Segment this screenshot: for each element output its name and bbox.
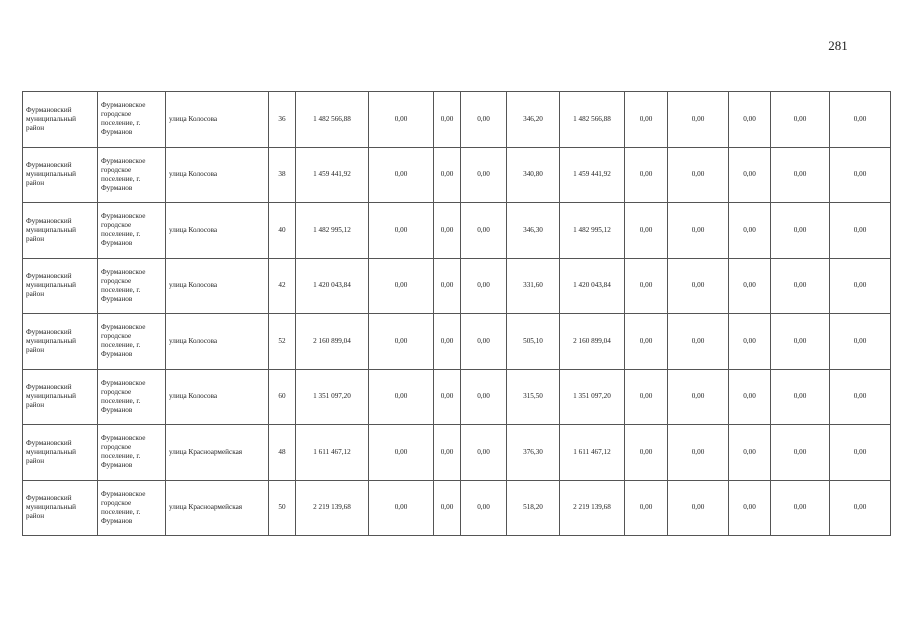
value-cell-10: 0,00: [771, 369, 830, 425]
district-cell: Фурмановский муниципальный район: [23, 314, 98, 370]
value-cell-7: 0,00: [625, 258, 668, 314]
value-cell-3: 0,00: [434, 369, 461, 425]
house-number-cell: 50: [269, 480, 296, 536]
street-cell: улица Колосова: [166, 203, 269, 259]
value-cell-8: 0,00: [668, 203, 729, 259]
value-cell-6: 1 351 097,20: [560, 369, 625, 425]
value-cell-5: 505,10: [507, 314, 560, 370]
value-cell-11: 0,00: [830, 314, 891, 370]
house-number-cell: 38: [269, 147, 296, 203]
value-cell-7: 0,00: [625, 480, 668, 536]
settlement-cell: Фурмановское городское поселение, г. Фурманов: [98, 92, 166, 148]
value-cell-5: 340,80: [507, 147, 560, 203]
value-cell-5: 518,20: [507, 480, 560, 536]
settlement-cell: Фурмановское городское поселение, г. Фурманов: [98, 425, 166, 481]
value-cell-5: 346,20: [507, 92, 560, 148]
table-row: [23, 369, 891, 425]
value-cell-1: 1 482 995,12: [296, 203, 369, 259]
house-number-cell: 60: [269, 369, 296, 425]
value-cell-11: 0,00: [830, 480, 891, 536]
value-cell-7: 0,00: [625, 314, 668, 370]
district-cell: Фурмановский муниципальный район: [23, 369, 98, 425]
value-cell-6: 1 420 043,84: [560, 258, 625, 314]
value-cell-5: 315,50: [507, 369, 560, 425]
value-cell-3: 0,00: [434, 314, 461, 370]
value-cell-6: 1 459 441,92: [560, 147, 625, 203]
value-cell-1: 1 611 467,12: [296, 425, 369, 481]
value-cell-2: 0,00: [369, 258, 434, 314]
street-cell: улица Колосова: [166, 147, 269, 203]
value-cell-2: 0,00: [369, 147, 434, 203]
value-cell-4: 0,00: [461, 258, 507, 314]
registry-table: [22, 91, 891, 536]
value-cell-3: 0,00: [434, 480, 461, 536]
registry-body: [23, 92, 891, 536]
value-cell-11: 0,00: [830, 147, 891, 203]
district-cell: Фурмановский муниципальный район: [23, 425, 98, 481]
value-cell-11: 0,00: [830, 258, 891, 314]
street-cell: улица Красноармейская: [166, 480, 269, 536]
value-cell-10: 0,00: [771, 425, 830, 481]
value-cell-11: 0,00: [830, 425, 891, 481]
street-cell: улица Красноармейская: [166, 425, 269, 481]
value-cell-9: 0,00: [729, 92, 771, 148]
value-cell-1: 2 219 139,68: [296, 480, 369, 536]
value-cell-9: 0,00: [729, 369, 771, 425]
value-cell-11: 0,00: [830, 92, 891, 148]
value-cell-6: 1 482 566,88: [560, 92, 625, 148]
value-cell-3: 0,00: [434, 92, 461, 148]
value-cell-7: 0,00: [625, 203, 668, 259]
value-cell-6: 1 611 467,12: [560, 425, 625, 481]
district-cell: Фурмановский муниципальный район: [23, 92, 98, 148]
value-cell-3: 0,00: [434, 425, 461, 481]
value-cell-7: 0,00: [625, 425, 668, 481]
value-cell-6: 1 482 995,12: [560, 203, 625, 259]
value-cell-7: 0,00: [625, 92, 668, 148]
value-cell-9: 0,00: [729, 258, 771, 314]
value-cell-4: 0,00: [461, 369, 507, 425]
settlement-cell: Фурмановское городское поселение, г. Фурманов: [98, 258, 166, 314]
value-cell-10: 0,00: [771, 480, 830, 536]
value-cell-8: 0,00: [668, 92, 729, 148]
value-cell-7: 0,00: [625, 369, 668, 425]
table-row: [23, 425, 891, 481]
district-cell: Фурмановский муниципальный район: [23, 203, 98, 259]
street-cell: улица Колосова: [166, 369, 269, 425]
street-cell: улица Колосова: [166, 258, 269, 314]
value-cell-10: 0,00: [771, 147, 830, 203]
value-cell-7: 0,00: [625, 147, 668, 203]
district-cell: Фурмановский муниципальный район: [23, 147, 98, 203]
table-row: [23, 203, 891, 259]
value-cell-5: 346,30: [507, 203, 560, 259]
value-cell-2: 0,00: [369, 369, 434, 425]
value-cell-4: 0,00: [461, 147, 507, 203]
value-cell-1: 1 482 566,88: [296, 92, 369, 148]
value-cell-10: 0,00: [771, 203, 830, 259]
value-cell-9: 0,00: [729, 425, 771, 481]
value-cell-5: 331,60: [507, 258, 560, 314]
table-row: [23, 480, 891, 536]
table-row: [23, 258, 891, 314]
value-cell-3: 0,00: [434, 258, 461, 314]
value-cell-1: 1 459 441,92: [296, 147, 369, 203]
value-cell-8: 0,00: [668, 314, 729, 370]
value-cell-8: 0,00: [668, 369, 729, 425]
table-row: [23, 147, 891, 203]
settlement-cell: Фурмановское городское поселение, г. Фурманов: [98, 369, 166, 425]
settlement-cell: Фурмановское городское поселение, г. Фурманов: [98, 203, 166, 259]
value-cell-9: 0,00: [729, 203, 771, 259]
house-number-cell: 40: [269, 203, 296, 259]
district-cell: Фурмановский муниципальный район: [23, 480, 98, 536]
value-cell-1: 1 420 043,84: [296, 258, 369, 314]
house-number-cell: 48: [269, 425, 296, 481]
street-cell: улица Колосова: [166, 314, 269, 370]
value-cell-8: 0,00: [668, 147, 729, 203]
value-cell-4: 0,00: [461, 425, 507, 481]
value-cell-3: 0,00: [434, 147, 461, 203]
value-cell-4: 0,00: [461, 314, 507, 370]
value-cell-10: 0,00: [771, 314, 830, 370]
house-number-cell: 36: [269, 92, 296, 148]
value-cell-10: 0,00: [771, 92, 830, 148]
value-cell-1: 2 160 899,04: [296, 314, 369, 370]
value-cell-1: 1 351 097,20: [296, 369, 369, 425]
value-cell-11: 0,00: [830, 369, 891, 425]
value-cell-9: 0,00: [729, 147, 771, 203]
value-cell-2: 0,00: [369, 425, 434, 481]
value-cell-9: 0,00: [729, 480, 771, 536]
value-cell-10: 0,00: [771, 258, 830, 314]
settlement-cell: Фурмановское городское поселение, г. Фурманов: [98, 314, 166, 370]
settlement-cell: Фурмановское городское поселение, г. Фурманов: [98, 480, 166, 536]
house-number-cell: 52: [269, 314, 296, 370]
page-number: 281: [828, 38, 848, 53]
table-row: [23, 92, 891, 148]
district-cell: Фурмановский муниципальный район: [23, 258, 98, 314]
value-cell-2: 0,00: [369, 92, 434, 148]
value-cell-6: 2 219 139,68: [560, 480, 625, 536]
value-cell-4: 0,00: [461, 203, 507, 259]
value-cell-2: 0,00: [369, 314, 434, 370]
value-cell-4: 0,00: [461, 480, 507, 536]
value-cell-2: 0,00: [369, 203, 434, 259]
value-cell-2: 0,00: [369, 480, 434, 536]
value-cell-3: 0,00: [434, 203, 461, 259]
value-cell-8: 0,00: [668, 425, 729, 481]
street-cell: улица Колосова: [166, 92, 269, 148]
value-cell-6: 2 160 899,04: [560, 314, 625, 370]
value-cell-9: 0,00: [729, 314, 771, 370]
house-number-cell: 42: [269, 258, 296, 314]
value-cell-4: 0,00: [461, 92, 507, 148]
table-row: [23, 314, 891, 370]
value-cell-8: 0,00: [668, 480, 729, 536]
settlement-cell: Фурмановское городское поселение, г. Фурманов: [98, 147, 166, 203]
value-cell-5: 376,30: [507, 425, 560, 481]
value-cell-11: 0,00: [830, 203, 891, 259]
value-cell-8: 0,00: [668, 258, 729, 314]
